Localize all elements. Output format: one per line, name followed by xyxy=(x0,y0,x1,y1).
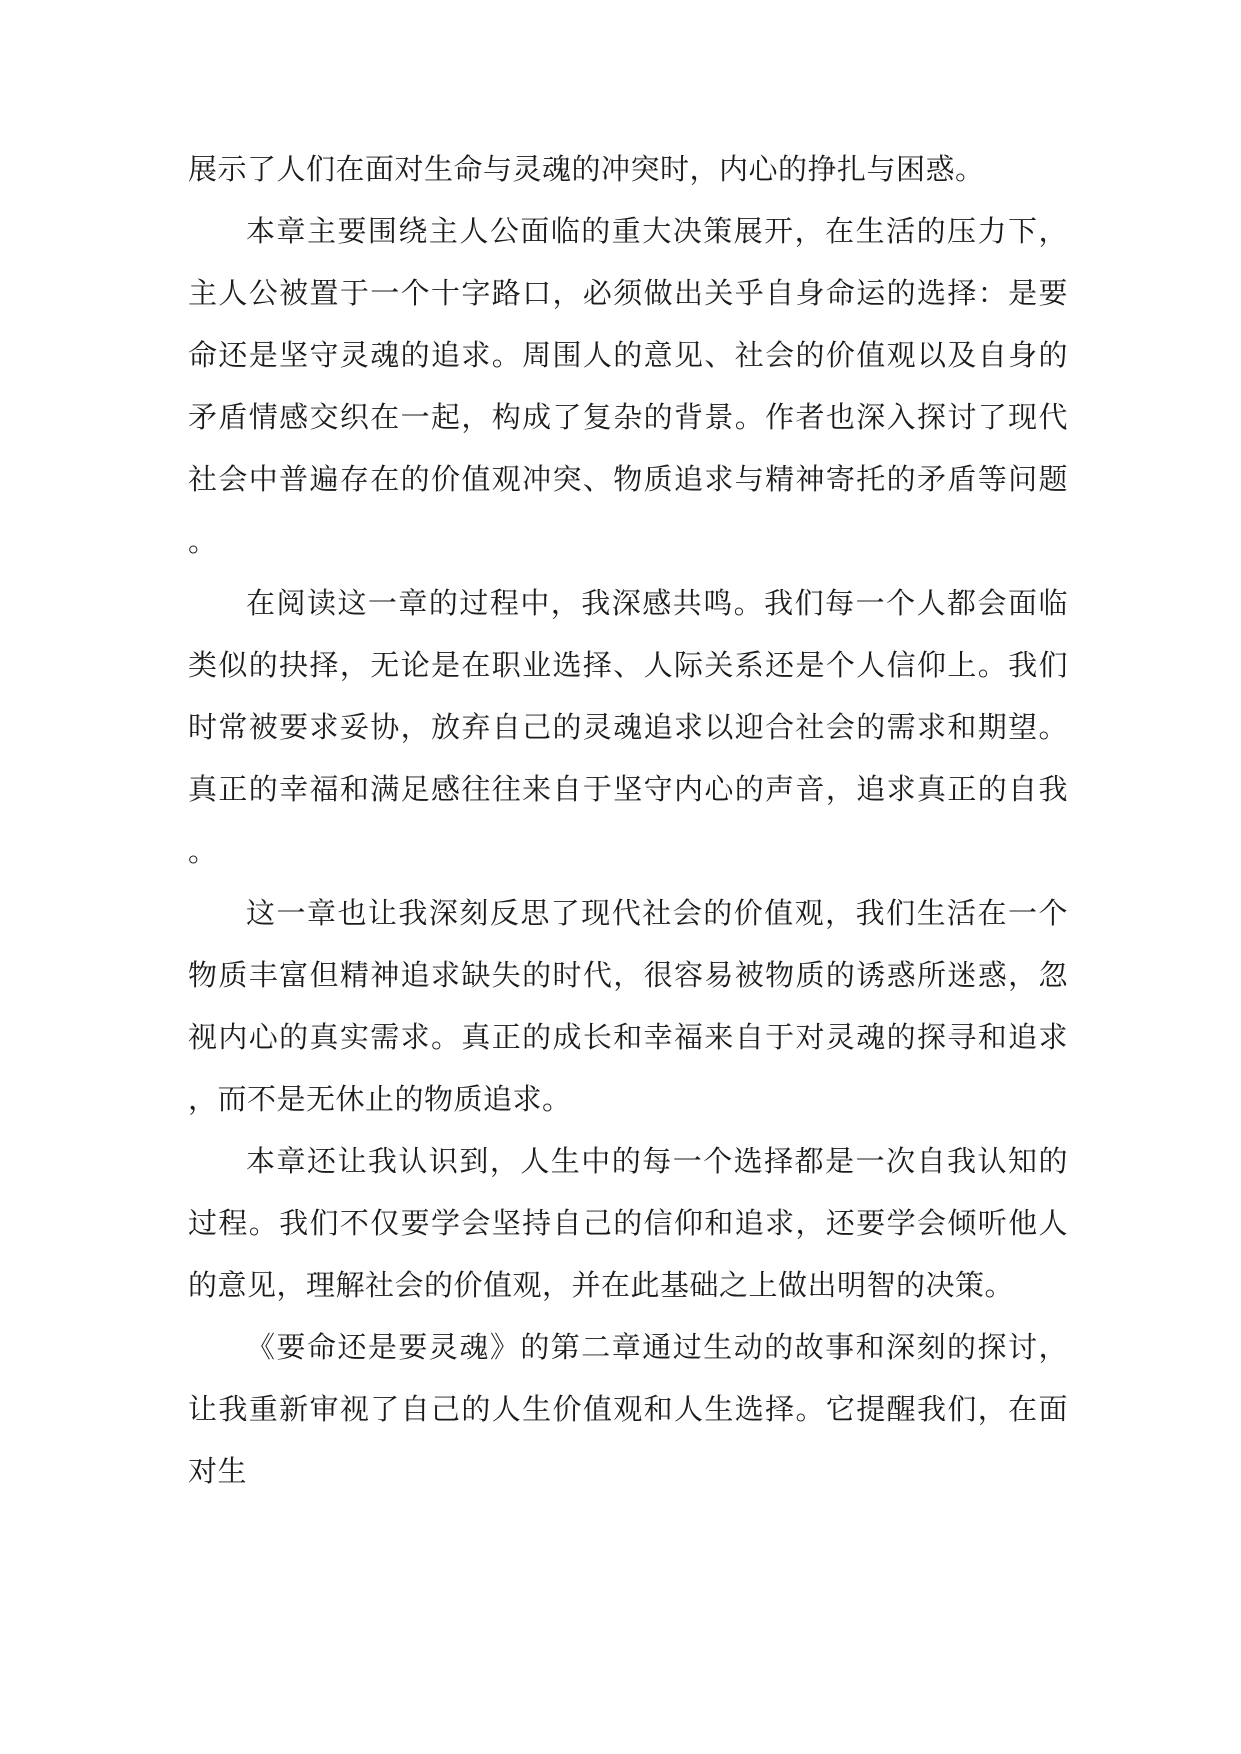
paragraph-continued: 展示了人们在面对生命与灵魂的冲突时，内心的挣扎与困惑。 xyxy=(188,152,985,186)
paragraph-conclusion: 《要命还是要灵魂》的第二章通过生动的故事和深刻的探讨，让我重新审视了自己的人生价值观和人生选择。它提醒我们，在面对生 xyxy=(188,1330,1068,1488)
paragraph-resonance: 在阅读这一章的过程中，我深感共鸣。我们每一个人都会面临类似的抉择，无论是在职业选择、人际关系还是个人信仰上。我们时常被要求妥协，放弃自己的灵魂追求以迎合社会的需求和期望。真正的幸福和满足感往往来自于坚守内心的声音，追求真正的自我。 xyxy=(188,586,1068,868)
paragraph-main-decision: 本章主要围绕主人公面临的重大决策展开，在生活的压力下，主人公被置于一个十字路口，必须做出关乎自身命运的选择：是要命还是坚守灵魂的追求。周围人的意见、社会的价值观以及自身的矛盾情感交织在一起，构成了复杂的背景。作者也深入探讨了现代社会中普遍存在的价值观冲突、物质追求与精神寄托的矛盾等问题。 xyxy=(188,214,1068,558)
paragraph-modern-values: 这一章也让我深刻反思了现代社会的价值观，我们生活在一个物质丰富但精神追求缺失的时代，很容易被物质的诱惑所迷惑，忽视内心的真实需求。真正的成长和幸福来自于对灵魂的探寻和追求，而不是无休止的物质追求。 xyxy=(188,896,1068,1116)
paragraph-self-awareness: 本章还让我认识到，人生中的每一个选择都是一次自我认知的过程。我们不仅要学会坚持自己的信仰和追求，还要学会倾听他人的意见，理解社会的价值观，并在此基础之上做出明智的决策。 xyxy=(188,1144,1068,1302)
document-body xyxy=(188,138,1068,1502)
